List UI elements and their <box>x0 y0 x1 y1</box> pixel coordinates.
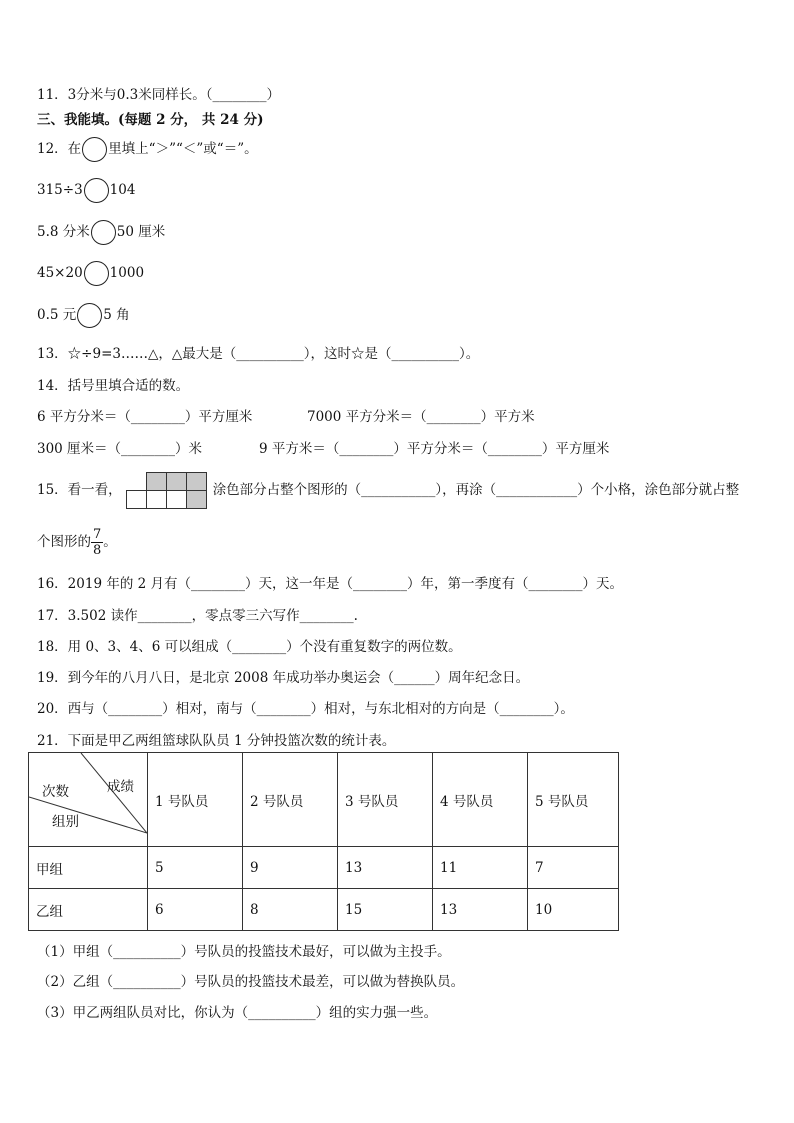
question-20: 20．西与（________）相对，南与（________）相对，与东北相对的方向是（________）。 <box>37 701 574 717</box>
compare-circle[interactable] <box>91 220 116 245</box>
compare-circle[interactable] <box>84 178 109 203</box>
q12-item-right: 1000 <box>109 265 145 281</box>
q12-item-3 <box>37 261 144 286</box>
q12-item-left: 0.5 元 <box>37 307 77 323</box>
q21-sub-1: （1）甲组（__________）号队员的投篮技术最好，可以做为主投手。 <box>37 944 451 960</box>
grid-cell-shaded <box>146 473 166 491</box>
compare-circle[interactable] <box>84 261 109 286</box>
q12-prefix: 12．在 <box>37 141 82 157</box>
q15-middle: 涂色部分占整个图形的（___________），再涂（____________）个小格，涂色部分就占整 <box>212 482 740 498</box>
q12-item-right: 104 <box>109 182 136 198</box>
grid-cell <box>126 473 146 491</box>
row-group-label: 乙组 <box>29 889 148 931</box>
column-header: 5 号队员 <box>528 753 619 847</box>
question-17: 17．3.502 读作________，零点零三六写作________. <box>37 608 358 624</box>
fraction-numerator: 7 <box>93 527 102 542</box>
q12-item-right: 50 厘米 <box>116 224 166 240</box>
table-row <box>29 889 619 931</box>
question-21-title: 21．下面是甲乙两组篮球队队员 1 分钟投篮次数的统计表。 <box>37 733 396 749</box>
q14-row2a: 300 厘米＝（________）米 <box>37 441 203 457</box>
column-header: 3 号队员 <box>338 753 433 847</box>
grid-cell-shaded <box>186 473 206 491</box>
question-19: 19．到今年的八月八日，是北京 2008 年成功举办奥运会（______）周年纪念日。 <box>37 670 530 686</box>
q12-item-4 <box>37 303 130 328</box>
q21-sub-3: （3）甲乙两组队员对比，你认为（__________）组的实力强一些。 <box>37 1005 438 1021</box>
q21-sub-2: （2）乙组（__________）号队员的投篮技术最差，可以做为替换队员。 <box>37 974 465 990</box>
row-group-label: 甲组 <box>29 847 148 889</box>
grid-cell <box>146 491 166 509</box>
question-13: 13．☆÷9=3……△，△最大是（__________），这时☆是（__________）。 <box>37 346 480 362</box>
fraction-denominator: 8 <box>93 543 102 558</box>
q12-item-right: 5 角 <box>103 307 130 323</box>
grid-cell-shaded <box>186 491 206 509</box>
question-16: 16．2019 年的 2 月有（________）天，这一年是（________）年，第一季度有（________）天。 <box>37 576 623 592</box>
table-cell: 15 <box>338 889 433 931</box>
stats-table <box>28 752 619 931</box>
table-row <box>29 847 619 889</box>
grid-cell <box>126 491 146 509</box>
question-14-title: 14．括号里填合适的数。 <box>37 378 190 394</box>
q15-line2-text: 个图形的 <box>37 534 91 550</box>
table-cell: 10 <box>528 889 619 931</box>
q12-item-left: 5.8 分米 <box>37 224 90 240</box>
q12-item-left: 45×20 <box>37 265 83 281</box>
q15-prefix: 15．看一看， <box>37 482 122 498</box>
header-label-group: 组别 <box>52 814 79 830</box>
column-header: 4 号队员 <box>433 753 528 847</box>
grid-cell-shaded <box>166 473 186 491</box>
table-cell: 7 <box>528 847 619 889</box>
table-header-row <box>29 753 619 847</box>
grid-cell <box>166 491 186 509</box>
header-label-count: 次数 <box>42 784 69 800</box>
header-label-score: 成绩 <box>107 779 134 795</box>
q15-line2 <box>37 527 117 558</box>
q12-suffix: 里填上“＞”“＜”或“＝”。 <box>108 141 258 157</box>
q14-row1a: 6 平方分米＝（________）平方厘米 <box>37 409 253 425</box>
q14-row1b: 7000 平方分米＝（________）平方米 <box>307 409 535 425</box>
diagonal-header-cell <box>29 753 148 847</box>
section-3-heading: 三、我能填。(每题 2 分， 共 24 分) <box>37 112 264 128</box>
table-cell: 9 <box>243 847 338 889</box>
circle-blank <box>82 137 107 162</box>
column-header: 1 号队员 <box>148 753 243 847</box>
q12-item-1 <box>37 178 135 203</box>
question-11: 11．3分米与0.3米同样长。（________） <box>37 87 280 103</box>
column-header: 2 号队员 <box>243 753 338 847</box>
q12-item-left: 315÷3 <box>37 182 83 198</box>
question-15 <box>37 472 739 509</box>
table-cell: 13 <box>338 847 433 889</box>
table-cell: 13 <box>433 889 528 931</box>
table-cell: 11 <box>433 847 528 889</box>
table-cell: 5 <box>148 847 243 889</box>
q14-row2b: 9 平方米＝（________）平方分米＝（________）平方厘米 <box>259 441 610 457</box>
compare-circle[interactable] <box>77 303 102 328</box>
table-cell: 8 <box>243 889 338 931</box>
q15-line2-end: 。 <box>103 534 117 550</box>
table-cell: 6 <box>148 889 243 931</box>
fraction <box>91 527 103 558</box>
question-18: 18．用 0、3、4、6 可以组成（________）个没有重复数字的两位数。 <box>37 639 462 655</box>
shaded-grid-figure <box>126 472 207 509</box>
question-12 <box>37 137 258 162</box>
q12-item-2 <box>37 220 165 245</box>
